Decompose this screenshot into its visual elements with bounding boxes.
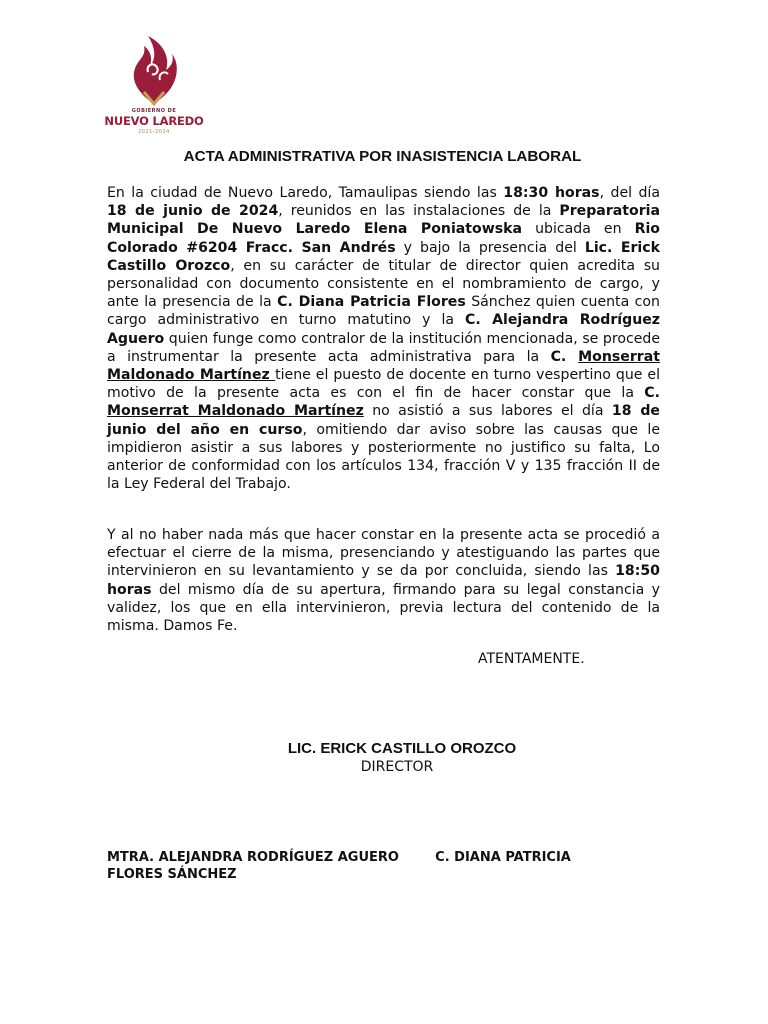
text-run: , del día <box>599 185 660 201</box>
text-run: Rio Colorado #6204 Fracc. San Andrés <box>107 221 660 256</box>
text-run: no asistió a sus labores el día <box>363 403 612 420</box>
text-run: Preparatoria Municipal De Nuevo Laredo Elena Poniatowska <box>107 203 660 238</box>
text-run: 18:30 horas <box>503 185 600 201</box>
text-run: , en su carácter de titular de director quien acredita su personalidad con documento consistente en el nombramiento de cargo, y ante la presencia de la <box>107 257 660 311</box>
logo-line2: NUEVO LAREDO <box>104 114 204 128</box>
signatory-role: DIRECTOR <box>360 759 434 775</box>
text-run: C. <box>644 385 660 402</box>
text-run: tiene el puesto de docente en turno vespertino que el motivo de la presente acta es con el fin de hacer constar que la <box>107 367 660 402</box>
witness-names: MTRA. ALEJANDRA RODRÍGUEZ AGUERO C. DIANA PATRICIA FLORES SÁNCHEZ <box>107 850 571 882</box>
text-run: 18 de junio del año en curso <box>107 403 660 438</box>
text-run: , reunidos en las instalaciones de la <box>278 203 560 220</box>
text-run: y bajo la presencia del <box>395 239 585 256</box>
text-run: del mismo día de su apertura, firmando para su legal constancia y validez, los que en ella intervinieron, previa lectura del contenido de la misma. Damos Fe. <box>107 581 660 635</box>
text-run: , omitiendo dar aviso sobre las causas que le impidieron asistir a sus labores y posteriormente no justifico su falta, Lo anterior de conformidad con los artículos 134, fracción V y 135 fracción II de la Ley Federal del Trabajo. <box>107 421 660 493</box>
closing-text: ATENTAMENTE. <box>478 651 585 667</box>
text-run: C. Diana Patricia Flores <box>277 294 466 311</box>
text-run: C. <box>550 348 579 365</box>
text-run: C. Alejandra Rodríguez Aguero <box>107 312 660 347</box>
document-title: ACTA ADMINISTRATIVA POR INASISTENCIA LABORAL <box>183 148 582 165</box>
text-run: Monserrat Maldonado Martínez <box>107 403 364 420</box>
body-paragraph-1 <box>107 184 660 493</box>
text-run: 18:50 horas <box>107 563 660 598</box>
text-run: En la ciudad de Nuevo Laredo, Tamaulipas siendo las <box>107 185 504 201</box>
text-run: Lic. Erick Castillo Orozco <box>107 239 660 274</box>
text-run: ubicada en <box>522 221 635 238</box>
logo-line1: GOBIERNO DE <box>131 108 177 114</box>
government-logo <box>104 34 204 134</box>
logo-years: 2021-2024 <box>138 129 170 135</box>
text-run: 18 de junio de 2024 <box>107 203 279 220</box>
text-run: Y al no haber nada más que hacer constar en la presente acta se procedió a efectuar el cierre de la misma, presenciando y atestiguando las partes que intervinieron en su levantamiento y se da por concluida, siendo las <box>107 527 660 580</box>
text-run: Sánchez quien cuenta con cargo administrativo en turno matutino y la <box>107 294 660 329</box>
flame-emblem-icon <box>126 34 182 106</box>
text-run: quien funge como contralor de la institución mencionada, se procede a instrumentar la presente acta administrativa para la <box>107 330 660 365</box>
text-run: Monserrat Maldonado Martínez <box>107 348 660 384</box>
body-paragraph-2 <box>107 526 660 635</box>
signatory-name: LIC. ERICK CASTILLO OROZCO <box>287 740 517 757</box>
